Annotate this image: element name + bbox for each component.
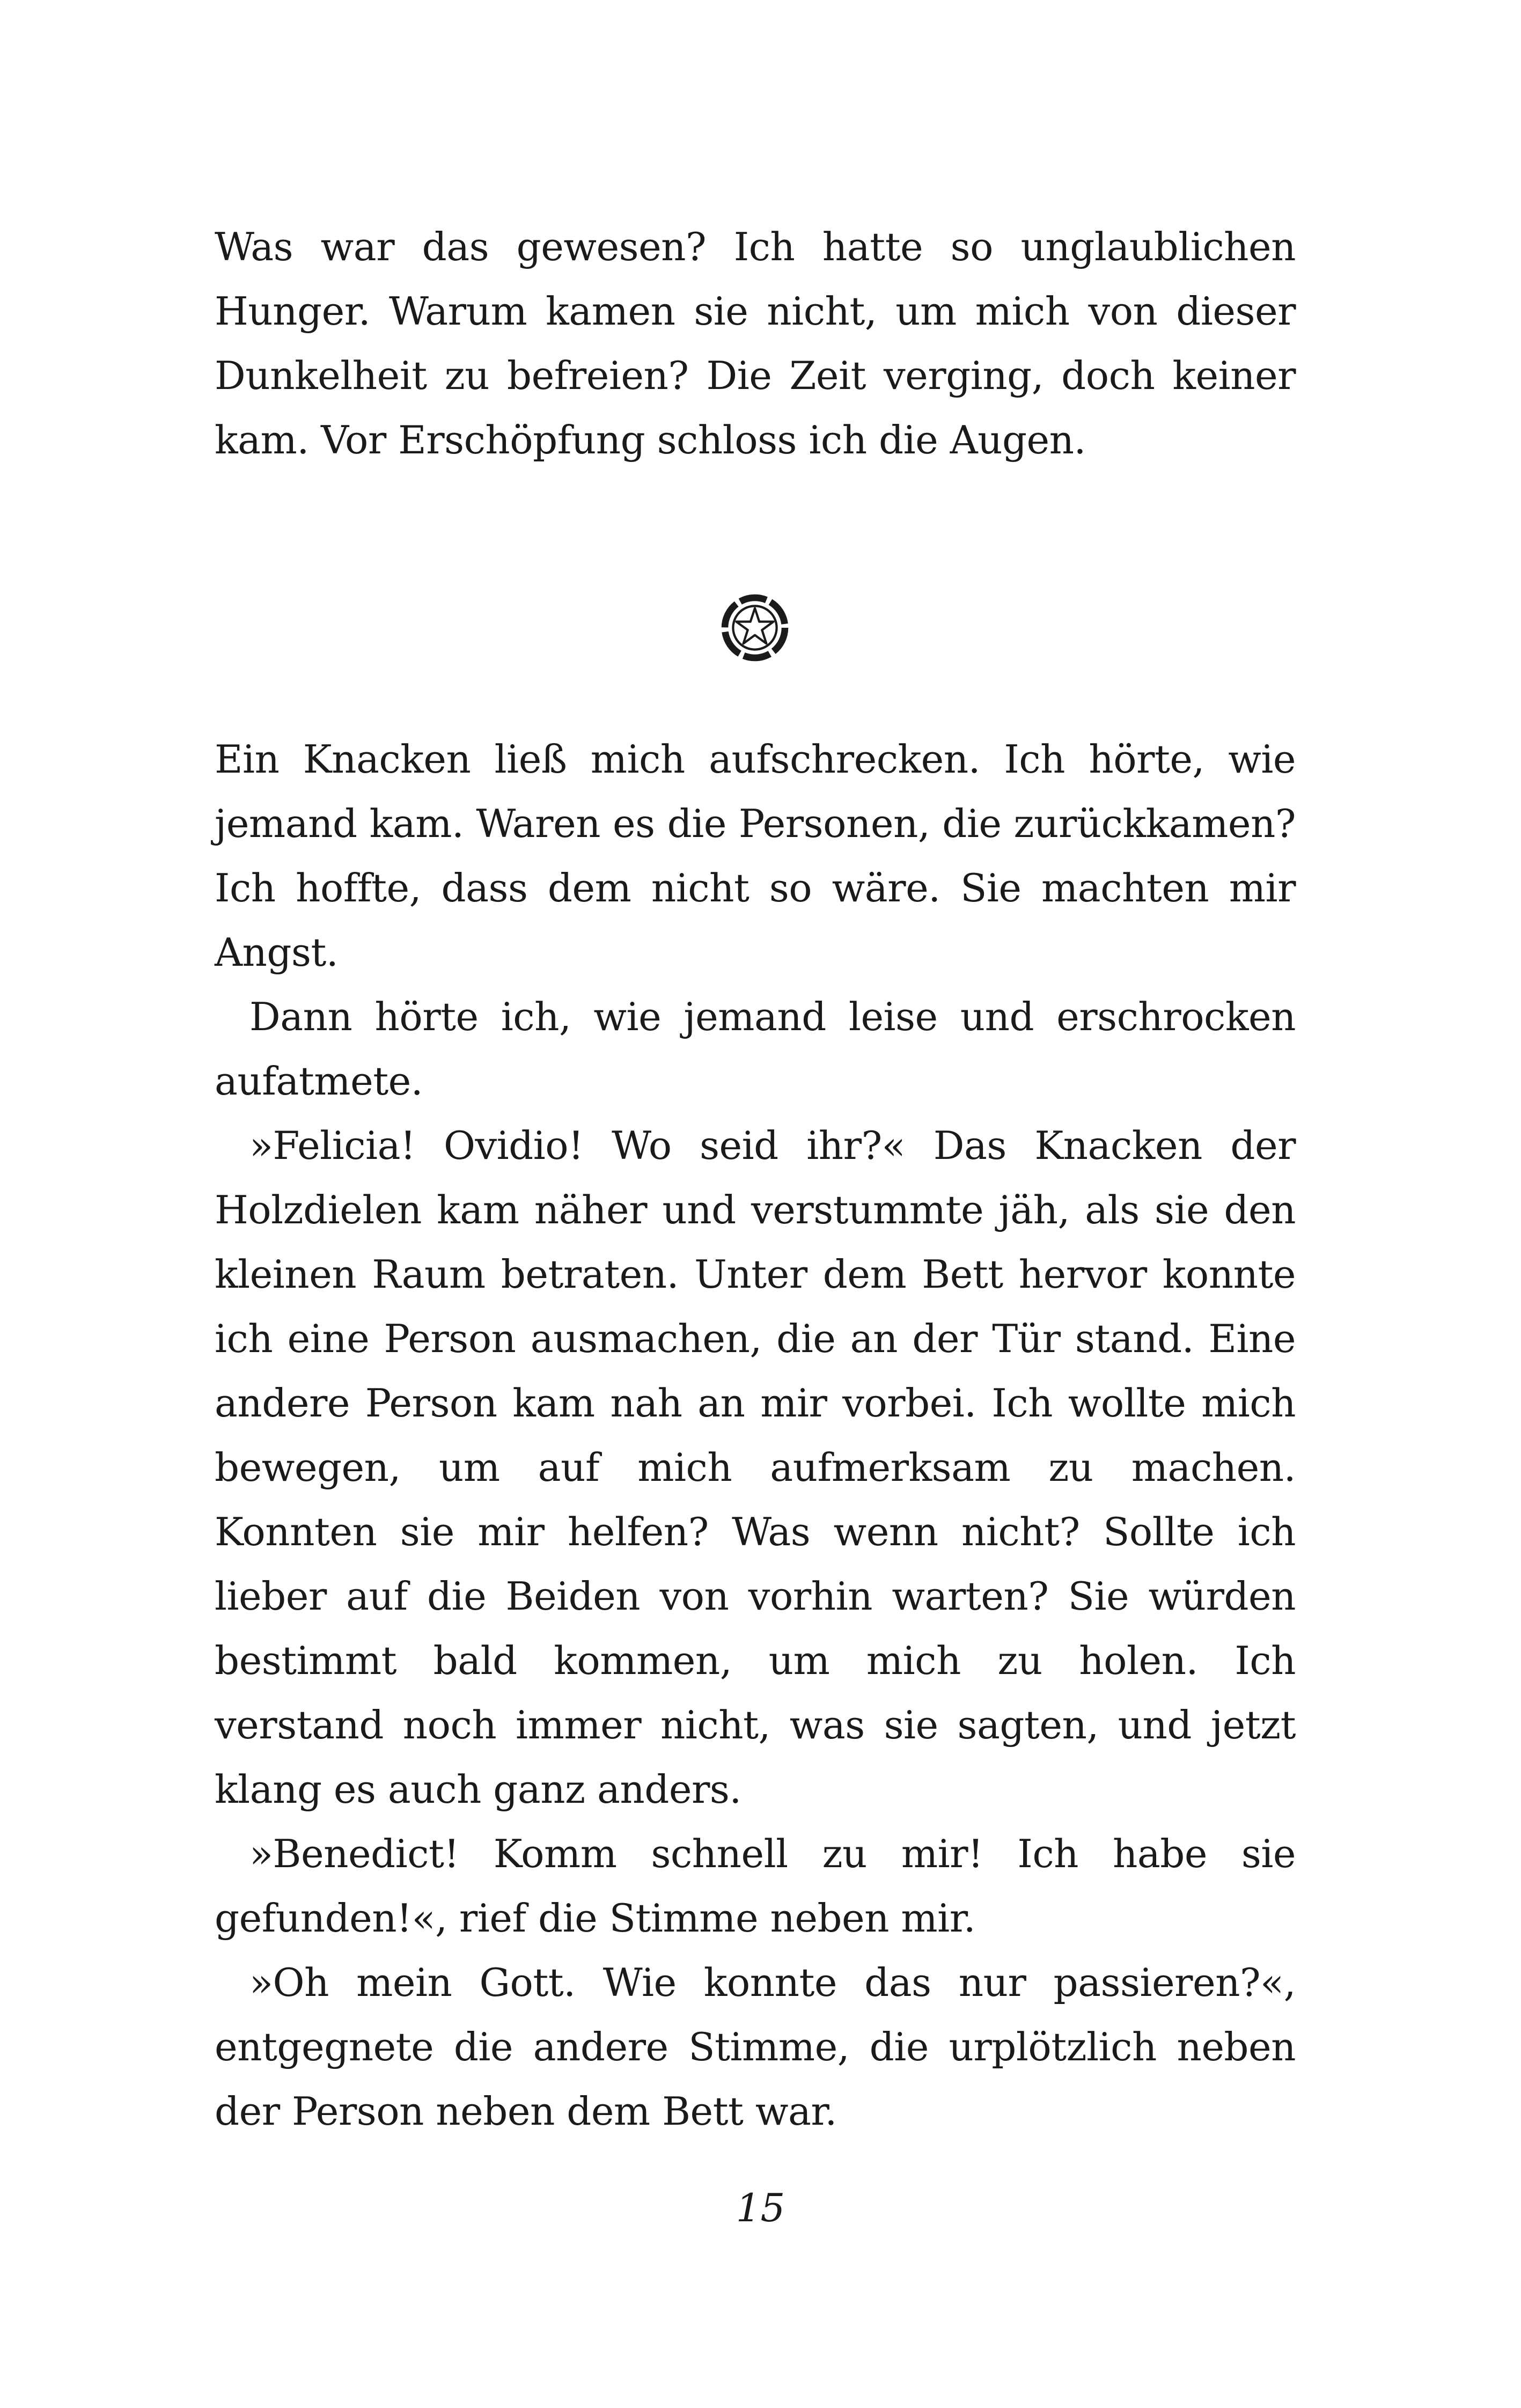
pentagram-icon [717, 590, 792, 665]
paragraph: »Benedict! Komm schnell zu mir! Ich habe sie gefunden!«, rief die Stimme neben mir. [215, 1831, 1296, 1941]
text-section-1 [215, 215, 1296, 472]
paragraph: »Felicia! Ovidio! Wo seid ihr?« Das Knacken der Holzdielen kam näher und verstummte jäh, als sie den kleinen Raum betraten. Unter dem Bett hervor konnte ich eine Person ausmachen, die an der Tür stand. Eine andere Person kam nah an mir vorbei. Ich wollte mich bewegen, um auf mich aufmerksam zu machen. Konnten sie mir helfen? Was wenn nicht? Sollte ich lieber auf die Beiden von vorhin warten? Sie würden bestimmt bald kommen, um mich zu holen. Ich verstand noch immer nicht, was sie sagten, und jetzt klang es auch ganz anders. [215, 1123, 1296, 1812]
paragraph: Dann hörte ich, wie jemand leise und erschrocken aufatmete. [215, 994, 1296, 1104]
paragraph: »Oh mein Gott. Wie konnte das nur passieren?«, entgegnete die andere Stimme, die urplötzlich neben der Person neben dem Bett war. [215, 1960, 1296, 2134]
text-section-2 [215, 727, 1296, 2143]
paragraph: Ein Knacken ließ mich aufschrecken. Ich hörte, wie jemand kam. Waren es die Personen, die zurückkamen? Ich hoffte, dass dem nicht so wäre. Sie machten mir Angst. [215, 737, 1296, 975]
page-number: 15 [736, 2185, 785, 2230]
paragraph: Was war das gewesen? Ich hatte so unglaublichen Hunger. Warum kamen sie nicht, um mich von dieser Dunkelheit zu befreien? Die Zeit verging, doch keiner kam. Vor Erschöpfung schloss ich die Augen. [215, 224, 1296, 462]
